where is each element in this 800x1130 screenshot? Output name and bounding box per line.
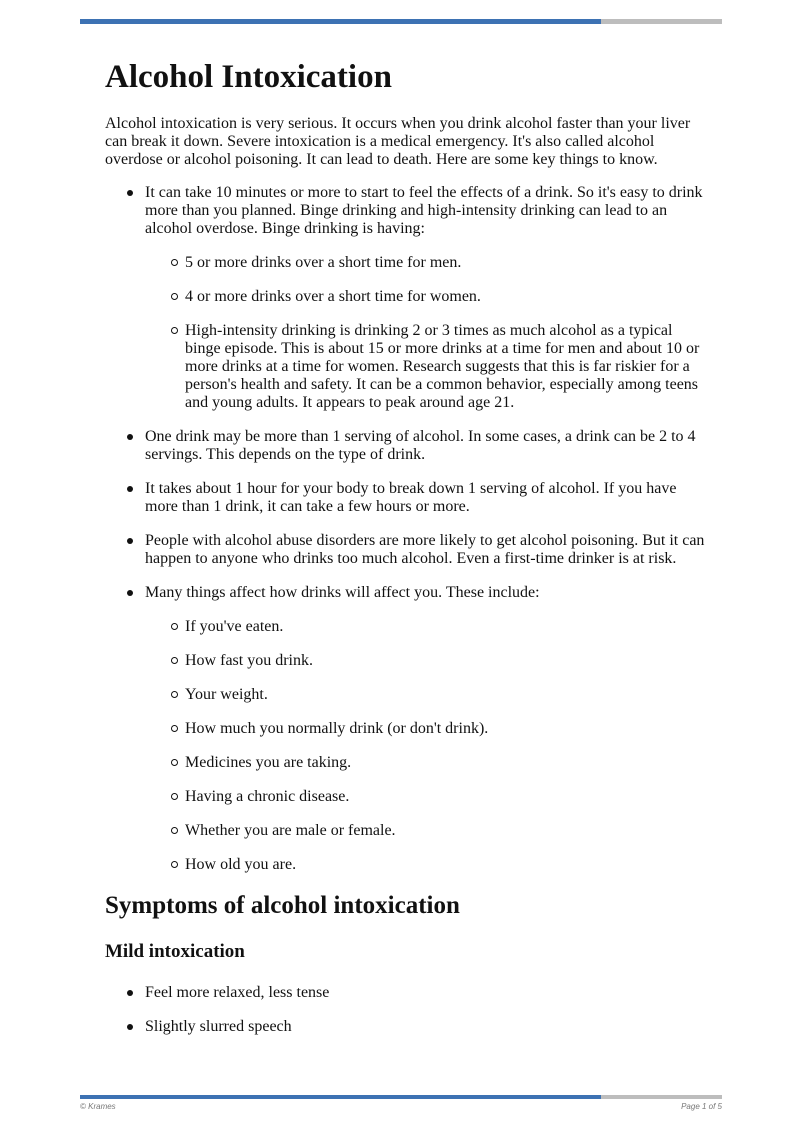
sublist-item [145, 788, 705, 806]
sublist-item-text: High-intensity drinking is drinking 2 or 3 times as much alcohol as a typical binge episode. This is about 15 or more drinks at a time for men and about 10 or more drinks at a time for women. Research suggests that this is far riskier for a person's health and safety. It can be a common behavior, especially among teens and young adults. It appears to peak around age 21. [185, 322, 700, 411]
sublist-item [145, 618, 705, 636]
sublist-item-text: Medicines you are taking. [185, 754, 352, 771]
sublist-item-text: 4 or more drinks over a short time for women. [185, 288, 481, 305]
page-number: Page 1 of 5 [681, 1102, 722, 1111]
list-item-text: Feel more relaxed, less tense [145, 984, 330, 1001]
sublist-item-text: How fast you drink. [185, 652, 313, 669]
list-item-text: Slightly slurred speech [145, 1018, 292, 1035]
bullet-icon [127, 538, 133, 544]
sublist-item [145, 754, 705, 772]
symptoms-heading: Symptoms of alcohol intoxication [105, 892, 460, 919]
list-item [105, 480, 705, 516]
circle-bullet-icon [171, 259, 178, 266]
list-item [105, 532, 705, 568]
sublist-item-text: How old you are. [185, 856, 297, 873]
list-item [105, 428, 705, 464]
list-item-text: People with alcohol abuse disorders are more likely to get alcohol poisoning. But it can happen to anyone who drinks too much alcohol. Even a first-time drinker is at risk. [145, 532, 705, 567]
factors-sublist [145, 618, 705, 874]
top-rule-accent [80, 19, 601, 24]
circle-bullet-icon [171, 759, 178, 766]
sublist-item [145, 254, 705, 272]
list-item-text: One drink may be more than 1 serving of alcohol. In some cases, a drink can be 2 to 4 servings. This depends on the type of drink. [145, 428, 696, 463]
bullet-icon [127, 990, 133, 996]
page-title: Alcohol Intoxication [105, 59, 392, 95]
intro-paragraph: Alcohol intoxication is very serious. It occurs when you drink alcohol faster than your liver can break it down. Severe intoxication is a medical emergency. It's also called alcohol overdose or alcohol poisoning. It can lead to death. Here are some key things to know. [105, 115, 691, 168]
list-item [105, 1018, 705, 1036]
list-item [105, 184, 705, 412]
bullet-icon [127, 190, 133, 196]
sublist-item [145, 822, 705, 840]
circle-bullet-icon [171, 327, 178, 334]
bullet-icon [127, 1024, 133, 1030]
binge-sublist [145, 254, 705, 412]
bullet-icon [127, 434, 133, 440]
sublist-item [145, 856, 705, 874]
mild-intoxication-heading: Mild intoxication [105, 941, 245, 962]
sublist-item-text: How much you normally drink (or don't drink). [185, 720, 489, 737]
list-item-text: Many things affect how drinks will affect you. These include: [145, 584, 540, 601]
document-content [105, 58, 705, 1052]
footer-copyright: © Krames [80, 1102, 116, 1111]
sublist-item-text: Having a chronic disease. [185, 788, 350, 805]
circle-bullet-icon [171, 293, 178, 300]
sublist-item [145, 720, 705, 738]
circle-bullet-icon [171, 691, 178, 698]
bottom-rule-remainder [601, 1095, 722, 1099]
top-rule-remainder [601, 19, 722, 24]
bottom-rule [80, 1095, 722, 1099]
list-item [105, 984, 705, 1002]
sublist-item-text: 5 or more drinks over a short time for men. [185, 254, 462, 271]
circle-bullet-icon [171, 657, 178, 664]
circle-bullet-icon [171, 725, 178, 732]
list-item-text: It can take 10 minutes or more to start to feel the effects of a drink. So it's easy to drink more than you planned. Binge drinking and high-intensity drinking can lead to an alcohol overdose. Binge drinking is having: [145, 184, 703, 237]
key-points-list [105, 184, 705, 874]
mild-symptoms-list [105, 984, 705, 1036]
sublist-item-text: If you've eaten. [185, 618, 284, 635]
list-item [105, 584, 705, 874]
list-item-text: It takes about 1 hour for your body to break down 1 serving of alcohol. If you have more than 1 drink, it can take a few hours or more. [145, 480, 677, 515]
sublist-item [145, 322, 705, 412]
bullet-icon [127, 590, 133, 596]
circle-bullet-icon [171, 861, 178, 868]
sublist-item-text: Whether you are male or female. [185, 822, 396, 839]
circle-bullet-icon [171, 827, 178, 834]
bullet-icon [127, 486, 133, 492]
circle-bullet-icon [171, 623, 178, 630]
sublist-item [145, 288, 705, 306]
top-rule [80, 19, 722, 24]
sublist-item-text: Your weight. [185, 686, 268, 703]
sublist-item [145, 686, 705, 704]
sublist-item [145, 652, 705, 670]
bottom-rule-accent [80, 1095, 601, 1099]
circle-bullet-icon [171, 793, 178, 800]
